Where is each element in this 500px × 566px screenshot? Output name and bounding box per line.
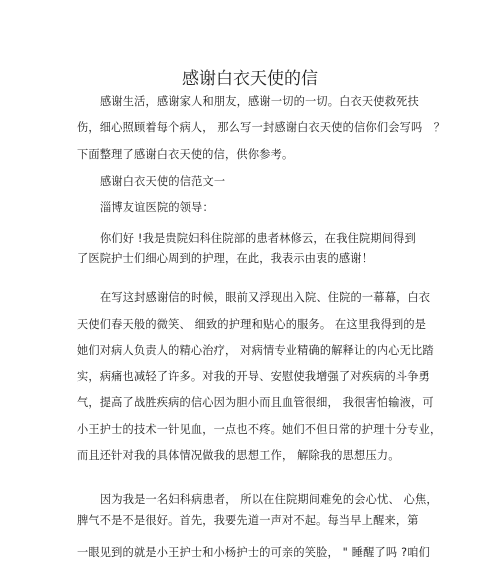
body-line: 淄博友谊医院的领导： (100, 201, 214, 214)
body-line: 感谢白衣天使的信范文一 (100, 175, 226, 188)
body-line: 实，病痛也减轻了许多。对我的开导、安慰使我增强了对疾病的斗争勇 (77, 370, 431, 383)
body-line: 一眼见到的就是小王护士和小杨护士的可亲的笑脸， " 睡醒了吗 ?咱们 (77, 546, 430, 559)
body-line: 在写这封感谢信的时候，眼前又浮现出入院、住院的一幕幕，白衣 (100, 291, 431, 304)
body-line: 你们好 !我是贵院妇科住院部的患者林修云，在我住院期间得到 (100, 232, 416, 245)
body-line: 了医院护士们细心周到的护理，在此，我表示由衷的感谢！ (77, 252, 374, 265)
body-line: 感谢生活，感谢家人和朋友，感谢一切的一切。白衣天使救死扶 (100, 95, 419, 108)
body-line: 脾气不是不是很好。首先，我要先道一声对不起。每当早上醒来，第 (77, 514, 419, 527)
body-line: 下面整理了感谢白衣天使的信，供你参考。 (77, 148, 294, 161)
body-line: 天使们春天般的微笑、 细致的护理和贴心的服务。 在这里我得到的是 (77, 318, 427, 331)
body-line: 因为我是一名妇科病患者， 所以在住院期间难免的会心忧、 心焦， (100, 493, 438, 506)
body-line: 气，提高了战胜疾病的信心因为胆小而且血管很细， 我很害怕输液，可 (77, 396, 434, 409)
body-line: 伤，细心照顾着每个病人， 那么写一封感谢白衣天使的信你们会写吗 ？ (77, 121, 446, 134)
body-line: 而且还针对我的具体情况做我的思想工作， 解除我的思想压力。 (77, 449, 400, 462)
body-line: 小王护士的技术一针见血，一点也不疼。她们不但日常的护理十分专业， (77, 423, 442, 436)
body-line: 她们对病人负责人的精心治疗， 对病情专业精确的解释让的内心无比踏 (77, 344, 434, 357)
document-title: 感谢白衣天使的信 (182, 69, 318, 89)
